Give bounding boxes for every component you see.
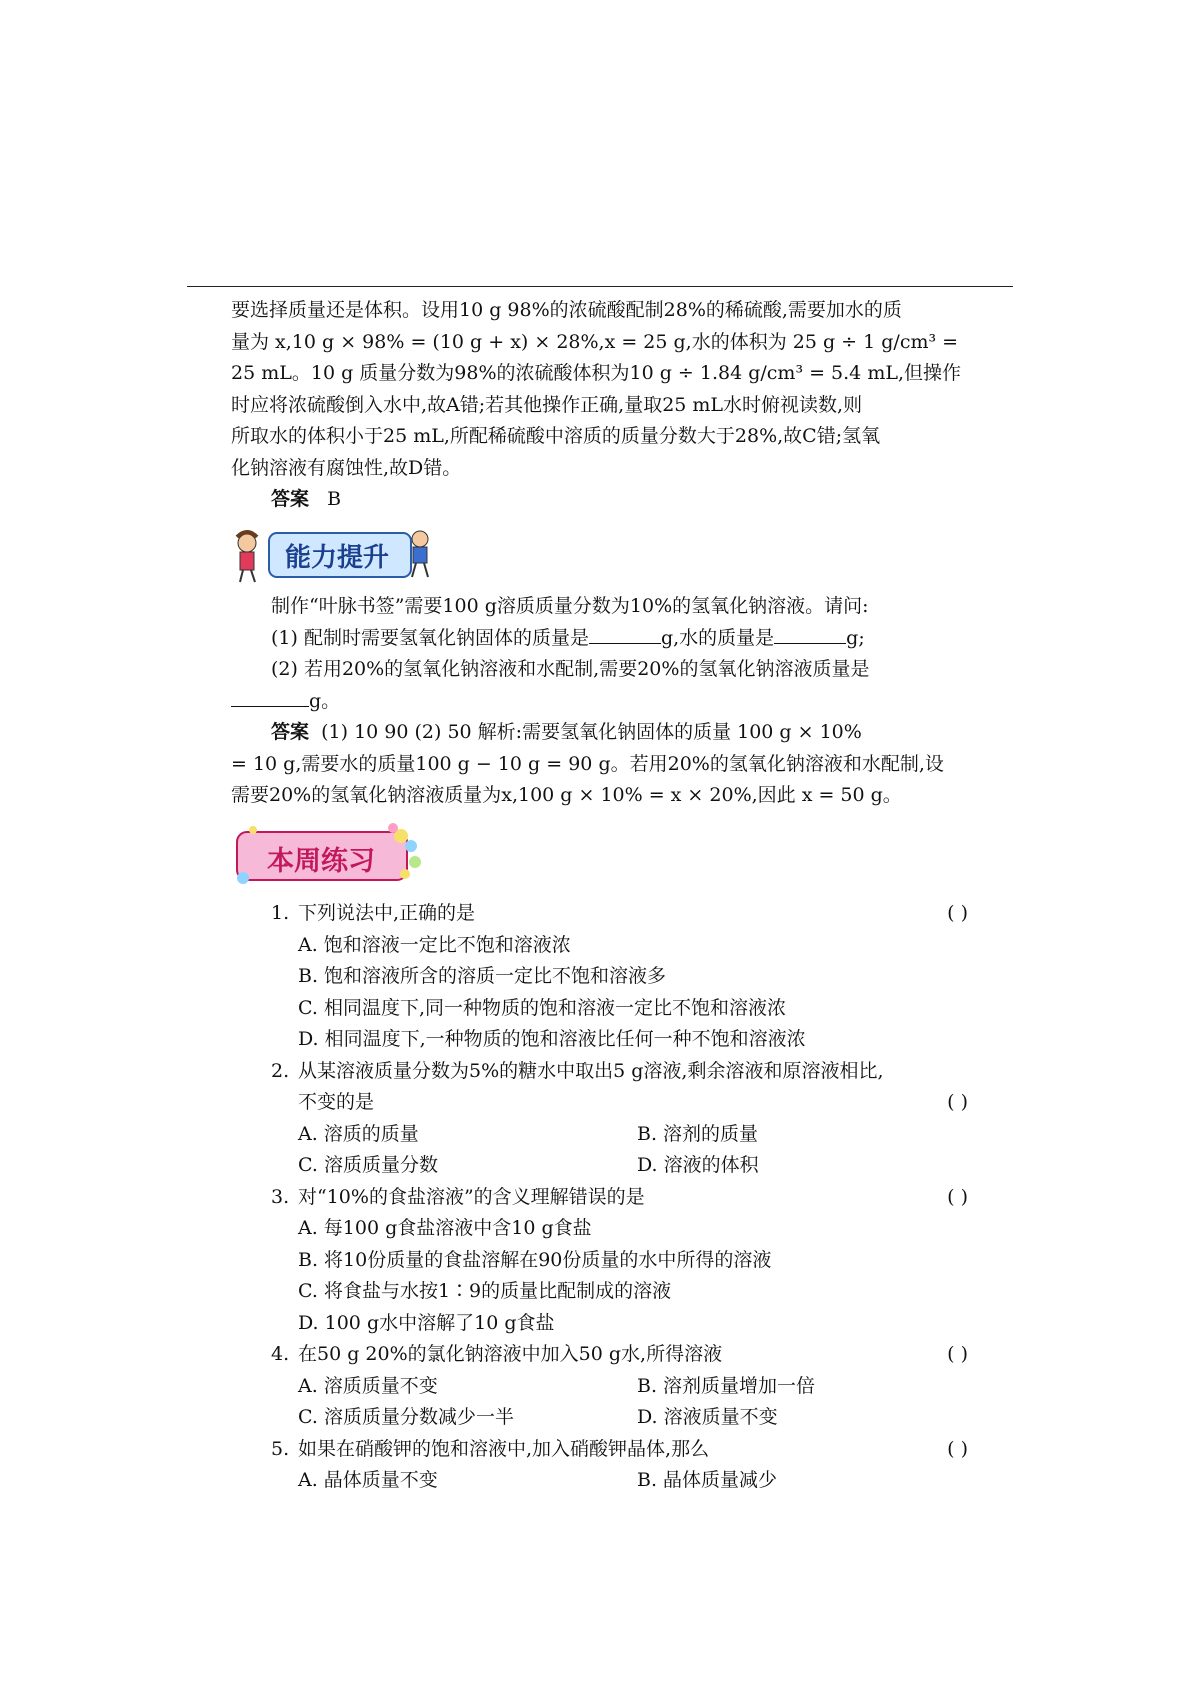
- ability-q1-text: (1) 配制时需要氢氧化钠固体的质量是: [271, 626, 589, 649]
- option: D. 溶液质量不变: [637, 1406, 778, 1428]
- header-rule: [187, 286, 1013, 287]
- question-1: [271, 898, 968, 930]
- option: A. 晶体质量不变: [298, 1469, 438, 1491]
- blank-line: [231, 686, 309, 707]
- intro-line: 25 mL。10 g 质量分数为98%的浓硫酸体积为10 g ÷ 1.84 g/cm³ = 5.4 mL,但操作: [231, 362, 961, 384]
- option: C. 溶质质量分数: [298, 1154, 438, 1176]
- option-row: [271, 1150, 968, 1182]
- question-stem: 对“10%的食盐溶液”的含义理解错误的是: [298, 1185, 645, 1208]
- option: B. 晶体质量减少: [637, 1469, 778, 1491]
- question-number: 2.: [271, 1059, 290, 1082]
- intro-line: 时应将浓硫酸倒入水中,故A错;若其他操作正确,量取25 mL水时俯视读数,则: [231, 393, 863, 416]
- question-stem: 从某溶液质量分数为5%的糖水中取出5 g溶液,剩余溶液和原溶液相比,: [298, 1059, 884, 1082]
- question-2: [271, 1056, 968, 1088]
- option: C. 相同温度下,同一种物质的饱和溶液一定比不饱和溶液浓: [298, 996, 786, 1019]
- ability-q1-text3: g;: [846, 626, 865, 649]
- blank-line: [589, 623, 661, 644]
- answer-paren: ( ): [947, 1343, 968, 1365]
- answer-label: 答案: [271, 721, 310, 743]
- option: B. 溶剂质量增加一倍: [637, 1374, 816, 1397]
- ability-question: 制作“叶脉书签”需要100 g溶质质量分数为10%的氢氧化钠溶液。请问:: [271, 595, 869, 617]
- answer-line: [231, 484, 971, 516]
- question-stem: 如果在硝酸钾的饱和溶液中,加入硝酸钾晶体,那么: [298, 1437, 710, 1460]
- section-title-ability: 能力提升: [285, 543, 390, 573]
- section-badge-ability: [225, 525, 440, 585]
- ability-q2-unit: g。: [309, 689, 341, 712]
- option: C. 将食盐与水按1∶9的质量比配制成的溶液: [298, 1280, 672, 1302]
- option-row: [271, 1402, 968, 1434]
- intro-line: 量为 x,10 g × 98% = (10 g + x) × 28%,x = 25 g,水的体积为 25 g ÷ 1 g/cm³ =: [231, 330, 959, 353]
- option-row: [271, 1119, 968, 1151]
- question-list: [271, 898, 968, 1497]
- ability-q2-end: [231, 686, 971, 718]
- option: C. 溶质质量分数减少一半: [298, 1406, 514, 1428]
- answer-label: 答案: [271, 488, 310, 510]
- option: D. 100 g水中溶解了10 g食盐: [298, 1311, 555, 1334]
- section-title-weekly: 本周练习: [267, 846, 375, 877]
- ability-block: [231, 591, 971, 812]
- option-row: [271, 1465, 968, 1497]
- question-stem: 下列说法中,正确的是: [298, 902, 476, 924]
- blank-line: [774, 623, 846, 644]
- ability-answer-line: = 10 g,需要水的质量100 g − 10 g = 90 g。若用20%的氢氧化钠溶液和水配制,设: [231, 752, 944, 775]
- question-stem: 在50 g 20%的氯化钠溶液中加入50 g水,所得溶液: [298, 1343, 723, 1365]
- answer-paren: ( ): [947, 1437, 968, 1460]
- option: A. 饱和溶液一定比不饱和溶液浓: [298, 933, 571, 956]
- answer-paren: ( ): [947, 1091, 968, 1113]
- question-stem-cont: 不变的是: [298, 1091, 375, 1113]
- option-row: [271, 1371, 968, 1403]
- ability-answer-text: (1) 10 90 (2) 50 解析:需要氢氧化钠固体的质量 100 g × 10%: [321, 721, 862, 743]
- section-badge-weekly: [233, 822, 428, 887]
- option: B. 溶剂的质量: [637, 1122, 759, 1145]
- intro-paragraph: [231, 295, 971, 516]
- intro-line: 所取水的体积小于25 mL,所配稀硫酸中溶质的质量分数大于28%,故C错;氢氧: [231, 425, 881, 447]
- option: A. 溶质的质量: [298, 1122, 419, 1145]
- option: A. 溶质质量不变: [298, 1374, 438, 1397]
- answer-paren: ( ): [947, 902, 968, 924]
- question-number: 5.: [271, 1437, 290, 1460]
- ability-answer-line: [231, 717, 971, 749]
- question-3: [271, 1182, 968, 1214]
- ability-q2: (2) 若用20%的氢氧化钠溶液和水配制,需要20%的氢氧化钠溶液质量是: [271, 658, 870, 680]
- question-2-cont: [271, 1087, 968, 1119]
- question-number: 1.: [271, 902, 290, 924]
- option: B. 将10份质量的食盐溶解在90份质量的水中所得的溶液: [298, 1248, 772, 1271]
- intro-line: 化钠溶液有腐蚀性,故D错。: [231, 456, 462, 479]
- option: D. 溶液的体积: [637, 1154, 759, 1176]
- option: D. 相同温度下,一种物质的饱和溶液比任何一种不饱和溶液浓: [298, 1028, 806, 1050]
- option: A. 每100 g食盐溶液中含10 g食盐: [298, 1217, 592, 1239]
- question-number: 4.: [271, 1343, 290, 1365]
- ability-q1-text2: g,水的质量是: [660, 626, 775, 649]
- answer-value: B: [327, 488, 342, 510]
- question-4: [271, 1339, 968, 1371]
- option: B. 饱和溶液所含的溶质一定比不饱和溶液多: [298, 965, 667, 987]
- ability-q1: [231, 623, 971, 655]
- question-5: [271, 1434, 968, 1466]
- intro-line: 要选择质量还是体积。设用10 g 98%的浓硫酸配制28%的稀硫酸,需要加水的质: [231, 299, 902, 321]
- answer-paren: ( ): [947, 1185, 968, 1208]
- ability-answer-line: 需要20%的氢氧化钠溶液质量为x,100 g × 10% = x × 20%,因此 x = 50 g。: [231, 784, 902, 806]
- question-number: 3.: [271, 1185, 290, 1208]
